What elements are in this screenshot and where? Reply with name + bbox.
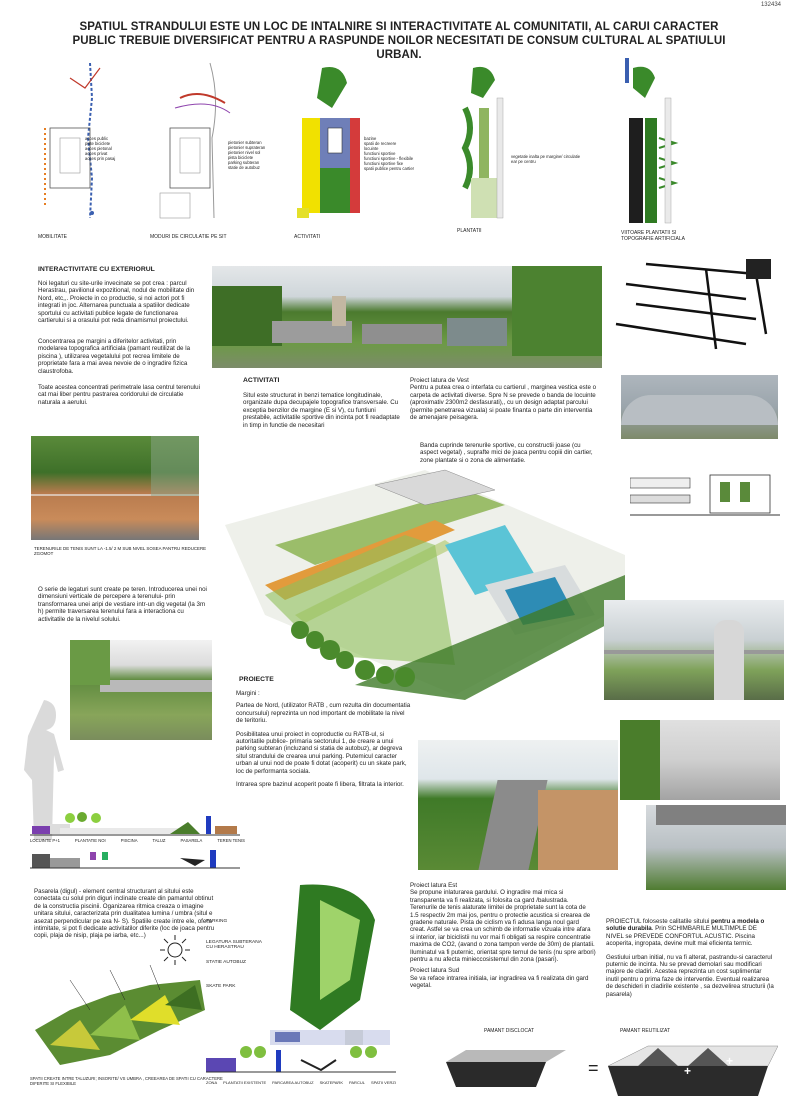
vest-body: Pentru a putea crea o interfata cu cartierul , marginea vestica este o carpeta de activitati diverse. Spre N se prevede o banda de locuinte (aproximativ 2300m2 desfasurati),, cu un design adaptat parcului (permite penetrarea vizuala) si poate finanta o parte din interventia de amenajare peisagera. (410, 384, 597, 422)
bottom-label: PARCUL (349, 1080, 365, 1085)
section-label: TEREN TENIS (217, 838, 245, 843)
black-sketch (606, 254, 776, 364)
durabil-p1-b: pentru a modela o solutie durabila (606, 918, 765, 933)
tenis-photo (31, 436, 199, 540)
diagram-moduri-circulatie (150, 58, 290, 238)
legend-item: pietonier subteran (228, 140, 262, 145)
durabil-p1-a: PROIECTUL foloseste calitatile sitului (606, 918, 711, 925)
proiecte-p1: Partea de Nord, (utilizator RATB , cum rezulta din documentatia concursului) reprezinta un nod important de mobilitate la nivel de teritoriu. (236, 702, 411, 725)
plantatii-map-icon (445, 58, 515, 228)
building-photo (620, 720, 780, 800)
plus-sign: + (726, 1054, 734, 1068)
pamant-dislocat-label: PAMANT DISCLOCAT (484, 1028, 535, 1034)
interactivitate-p3: Toate acestea concentrati perimetrale lasa centrul terenului cat mai liber pentru pastrarea coridorului de circulatie naturala a aerului. (38, 384, 200, 406)
activitati-body: Situl este structurat in benzi tematice longitudinale, organizate dupa decupajele topografice transversale. Cu exceptia benzilor de margine (E si V), cu funtiuni prestabile, activitatile sportive din incinta pot fi readaptate in timp in functie de necesitari (243, 392, 400, 429)
legend-item: spatii publice pentru cartier (364, 166, 415, 171)
durabil-p2: Gestiului urban initial, nu va fi alterat, pastrandu-si caracterul puternic de incinta. Nu se prevad demolari sau modificari majore de cladiri. Acestea reprezinta un cost suplimentar inutil pentru o prima faze de interventie. Eventual realizarea de deschideri in cladirile existente , sa dezvelirea structurii (la pasarela) (606, 953, 774, 998)
activitati-map-icon (292, 58, 372, 228)
legend-item: spatii de recreere (364, 141, 397, 146)
equals-sign: = (588, 1058, 599, 1078)
section-label: PASARELA (180, 838, 203, 843)
durabil-block (606, 918, 774, 998)
diagram-caption: VIITOARE PLANTATII SI TOPOGRAFIE ARTIFICIALA (621, 230, 685, 242)
legend-item: parking subteran (228, 160, 260, 165)
diagram-caption: MODURI DE CIRCULATIE PE SIT (150, 234, 227, 240)
pamant-reutilizat-label: PAMANT REUTILIZAT (620, 1028, 671, 1034)
interactivitate-heading: INTERACTIVITATE CU EXTERIORUL (38, 266, 155, 273)
legend-item: vegetatie inalta pe margine/ circulatie ear pe centru (511, 154, 581, 164)
legend-item: functiuni sportive - flexibile (364, 156, 414, 161)
section-diagram (30, 808, 240, 840)
plus-sign: + (684, 1064, 692, 1078)
elevation-diagram (630, 470, 780, 528)
margini-label: Margini : (236, 690, 260, 697)
bottom-label: SKATEPARK (319, 1080, 343, 1085)
vest-block (410, 377, 598, 421)
nord-section (206, 1040, 396, 1080)
legend-item: acces pietonal (85, 146, 112, 151)
pasarela-text: Pasarela (digul) - element central structurant al sitului este conectata cu solul prin diguri inclinate create din pamantul obtinut de la constructia piscinii. Oganizarea ritmica creaza o imagine unitara sitului, caracterizata prin dualitatea lumina / umbra (situl e asezat perpendicular pe axa N- S). Spatiile create intre ele, ofera intimitate, si pot fi dedicate activitatilor diferite (loc de joaca pentru copii, plaja de nisip, plaja pe iarba, etc...) (34, 888, 215, 940)
pamant-reutilizat-shape (608, 1036, 778, 1098)
legend-item: piste biciclete (85, 141, 111, 146)
est-heading: Proiect latura Est (410, 882, 458, 889)
diagram-activitati (292, 58, 432, 238)
legend-item: acces privat (85, 151, 108, 156)
diagram-caption: MOBILITATE (38, 234, 67, 240)
legaturi-text: O serie de legaturi sunt create pe teren. Introducerea unei noi dimensiuni verticale de percepere a terenului- prin transformarea unei aripi de vestiare intr-un dig vegetal (la 3m h) permite traversarea terenului fara a interactiona cu activitatile de la nivelul solului. (38, 586, 207, 623)
activitati-photo (212, 266, 602, 368)
bridge-photo (646, 805, 786, 890)
legend-item: functiuni sportive fixe (364, 161, 404, 166)
vest-photo (621, 375, 778, 439)
est-block (410, 882, 596, 990)
bottom-label: PARCAREA AUTOBUZ (272, 1080, 314, 1085)
nord-diagram (250, 880, 400, 1050)
section-label: LOCUINTE P+1 (30, 838, 60, 843)
legend-item: locuinte (364, 146, 379, 151)
taluz-diagram (30, 960, 210, 1070)
section-label: PISCINA (120, 838, 138, 843)
diagram-caption: ACTIVITATI (294, 234, 321, 240)
durabil-p1-c: . Prin SCHIMBARILE MULTIMPLE DE NIVEL se PREVEDE CONFORTUL ACUSTIC. Piscina acoperita, ingropata, devine mult mai eficienta termic. (606, 925, 757, 948)
section-diagram-2 (30, 848, 240, 872)
sud-heading: Proiect latura Sud (410, 967, 460, 975)
nord-label: LEGATURA SUBTERANA CU HERASTRAU (206, 940, 262, 950)
page-title: SPATIUL STRANDULUI ESTE UN LOC DE INTALNIRE SI INTERACTIVITATE AL COMUNITATII, AL CARUI CARACTER PUBLIC TREBUIE DIVERSIFICAT PENTRU A RASPUNDE NOILOR NECESITATI DE CONSUM CULTURAL AL SPATIULUI URBAN. (72, 21, 726, 61)
legend-item: pista biciclete (228, 155, 254, 160)
site-axonometry (205, 465, 625, 710)
stadium-photo (604, 600, 784, 700)
legend-item: pietonier suprateran (228, 145, 266, 150)
diagram-plantatii (445, 58, 581, 238)
proiecte-p3: Intrarea spre bazinul acoperit poate fi libera, filtrata la interior. (236, 781, 404, 789)
topografie-map-icon (615, 58, 685, 228)
bike-lane-photo (418, 740, 618, 870)
legend-item: pietonier nivel sol (228, 150, 261, 155)
nord-label: STATIE AUTOBUZ (206, 960, 246, 965)
bottom-label: SPATII VERZI (370, 1080, 396, 1085)
nord-label: SKATE PARK (206, 984, 236, 989)
nord-label: PARKING (206, 919, 228, 924)
bottom-label: PLANTATII EXISTENTE (223, 1080, 267, 1085)
pamant-dislocat-shape (436, 1042, 576, 1092)
diagram-caption: PLANTATII (457, 228, 482, 234)
sud-body: Se va reface intrarea initiala, iar ingradirea va fi realizata din gard vegetal. (410, 974, 589, 990)
tenis-caption: TERENURILE DE TENIS SUNT LA -1.5/ 2 M SUB NIVEL SOSEA PANTRU REDUCERE ZGOMOT (34, 546, 207, 556)
vest-body-2: Banda cuprinde terenurile sportive, cu constructii joase (cu aspect vegetal) , suprafte mici de joaca pentru copiii din cartier, zone plantate si o zona de alimentatie. (420, 442, 593, 464)
proiecte-block (236, 690, 412, 788)
page-number: 132434 (760, 2, 781, 8)
spatii-caption: SPATII CREATE INTRE TALUZURI; INSORITE/ VS UMBRA , CREEAREA DE SPATII CU CARACTERE DIFERITE SI FLEXIBILE (30, 1076, 223, 1086)
legend-item: statie de autobuz (228, 165, 260, 170)
legend-item: bazine (364, 136, 377, 141)
proiecte-p2: Posibilitatea unui proiect in coproductie cu RATB-ul, si autoritatile publice- primaria sectorului 1, de creare a unui parking subteran (incluzand si statia de autobuz), ar degreva situl strandului de crearea unui parking. Putemicul caracter urban al unui nod de poate fi dotat (acoperit) cu un skate park, loc de performanta sociala. (236, 730, 407, 775)
interactivitate-p1: Noi legaturi cu site-urile invecinate se pot crea : parcul Herastrau, pavilionul expozitional, nodul de mobilitate din Nord, etc,,. Proiecte in co productie, si noi actori pot fi integrati in joc. Alternarea punctuala a spatiilor dedicate sportului cu activitati publice legate de functionarea cartierului si a orasului pot reda dinamismul proiectului. (38, 280, 195, 325)
pasarela-photo (70, 640, 212, 740)
bottom-label: ZONA (206, 1080, 218, 1085)
legend-item: functiuni sportive (364, 151, 396, 156)
legend-item: acces prin pasaj (85, 156, 116, 161)
activitati-heading: ACTIVITATI (243, 377, 280, 384)
proiecte-heading: PROIECTE (239, 676, 274, 683)
section-label: TALUZ (152, 838, 166, 843)
legend-item: acces public (85, 136, 109, 141)
est-body: Se propune inlaturarea gardului. O ingradire mai mica si transparenta va fi realizata, si folosita ca gard /balustrada. Terenurile de tenis alaturate limitei de proprietate sunt la cota de 1.5 respectiv 2m mai jos, pentru o protectie acustica si crearea de gradene naturale. Pista de ciclism va fi adusa langa noul gard creat. Astfel se va crea un schimb de informatie vizuala intre afara si interior, iar biciclistii nu vor mai fi obligati sa respire concentratie maxima de CO2, (avand o zona tampon verde de 30m) de plantatii. Iluminatul va fi puternic, orientat spre ternul de tenis (nu spre arbori) pentru a nu afecta minieccosistemul din zona (pasari). (410, 889, 596, 964)
interactivitate-p2: Concentrarea pe margini a diferitelor activitati, prin modelarea topografica artificiala (pamant reutilizat de la piscina ), utilizarea vegetalului pot recrea limitele de proprietate fara a mai avea nevoie de o ingradire fizica claustrofoba. (38, 338, 191, 375)
section-label: PLANTATIE NOI (74, 838, 106, 843)
vest-heading: Proiect latura de Vest (410, 377, 469, 384)
diagram-topografie (615, 58, 725, 243)
diagram-mobilitate (30, 58, 140, 238)
